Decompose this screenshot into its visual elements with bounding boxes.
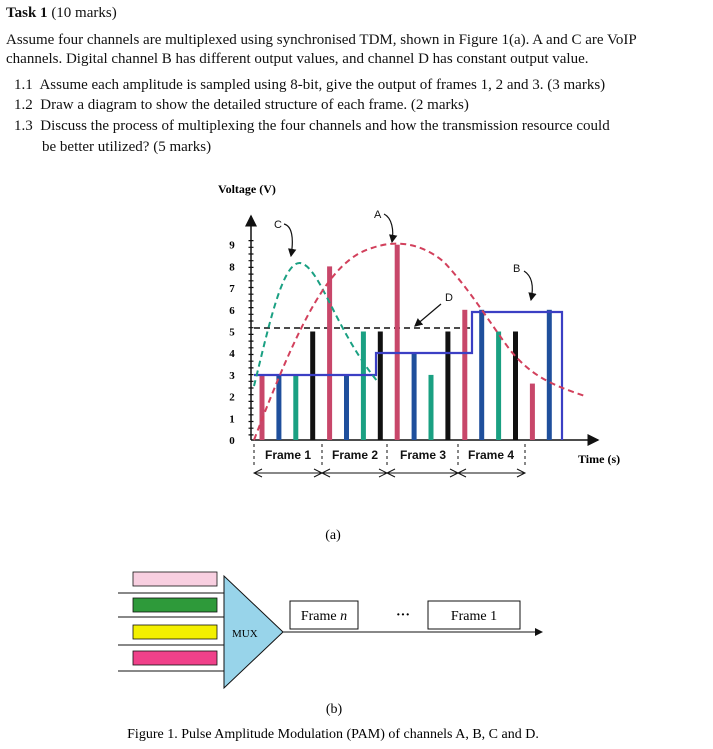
input-channel-3 (133, 625, 217, 639)
question-text: Discuss the process of multiplexing the four channels and how the transmission resource could (40, 118, 610, 134)
bar-channel-a-sample-4 (462, 310, 467, 440)
channel-a-curve (254, 244, 585, 440)
y-tick-label: 6 (229, 304, 235, 317)
y-tick-label: 3 (229, 369, 235, 382)
annotation-label-c: C (274, 219, 282, 231)
intro-line-2: channels. Digital channel B has different output values, and channel D has constant output value. (6, 51, 589, 67)
y-tick-label: 8 (229, 261, 235, 274)
frame-4-label: Frame 4 (467, 448, 515, 462)
input-channel-4 (133, 651, 217, 665)
bar-channel-c-sample-1 (293, 375, 298, 440)
x-axis-label: Time (s) (578, 452, 621, 466)
figure-a-caption: (a) (325, 528, 341, 543)
bar-channel-c-sample-3 (429, 375, 434, 440)
bar-channel-d-sample-3 (445, 332, 450, 441)
bar-channel-b-sample-5 (547, 310, 552, 440)
question-text: Draw a diagram to show the detailed structure of each frame. (2 marks) (40, 97, 469, 113)
bar-channel-a-sample-1 (260, 375, 265, 440)
bar-channel-c-sample-2 (361, 332, 366, 441)
question-number: 1.1 (14, 77, 33, 93)
annotation-arrow-a (384, 214, 393, 242)
annotation-label-b: B (513, 263, 521, 275)
question-number: 1.3 (14, 118, 33, 134)
frame-n-label: Frame n (300, 609, 348, 624)
intro-line-1: Assume four channels are multiplexed using synchronised TDM, shown in Figure 1(a). A and C are VoIP (6, 32, 637, 48)
y-tick-label: 9 (229, 239, 235, 252)
y-tick-label: 1 (229, 413, 235, 426)
question-text: Assume each amplitude is sampled using 8-bit, give the output of frames 1, 2 and 3. (3 marks) (39, 77, 606, 93)
frame-3-label: Frame 3 (399, 448, 447, 462)
annotation-arrow-b (524, 271, 532, 300)
mux-label: MUX (232, 628, 258, 640)
bar-channel-d-sample-4 (513, 332, 518, 441)
frames-ellipsis: ··· (395, 608, 411, 623)
frame-2-label: Frame 2 (331, 448, 379, 462)
y-tick-label: 5 (229, 326, 235, 339)
frame-1-box-label: Frame 1 (450, 609, 498, 624)
y-tick-label: 2 (229, 391, 235, 404)
annotation-label-d: D (445, 292, 453, 304)
question-1-3-cont: be better utilized? (5 marks) (42, 139, 212, 155)
task-marks: (10 marks) (51, 5, 117, 21)
figure-b-caption: (b) (325, 702, 343, 717)
annotation-arrow-d (415, 304, 441, 326)
channel-c-curve (254, 263, 378, 386)
y-axis-label: Voltage (V) (218, 182, 276, 196)
task-title: Task 1 (6, 5, 48, 21)
bar-channel-b-sample-1 (276, 375, 281, 440)
bar-channel-b-sample-3 (412, 353, 417, 440)
bar-channel-a-sample-2 (327, 266, 332, 440)
bar-channel-d-sample-1 (310, 332, 315, 441)
y-tick-label: 7 (229, 283, 235, 296)
frame-1-label: Frame 1 (264, 448, 312, 462)
bar-channel-d-sample-2 (378, 332, 383, 441)
frame-span-arrows (254, 469, 525, 477)
input-channel-1 (133, 572, 217, 586)
bar-channel-b-sample-4 (479, 310, 484, 440)
y-tick-label: 0 (229, 435, 235, 447)
question-number: 1.2 (14, 97, 33, 113)
bar-channel-c-sample-4 (496, 332, 501, 441)
annotation-arrow-c (284, 224, 292, 256)
annotation-label-a: A (374, 209, 382, 221)
y-tick-label: 4 (229, 348, 235, 361)
input-channel-2 (133, 598, 217, 612)
bar-channel-a-sample-5 (530, 384, 535, 440)
bar-channel-a-sample-3 (395, 245, 400, 440)
figure-caption: Figure 1. Pulse Amplitude Modulation (PAM) of channels A, B, C and D. (127, 727, 539, 742)
bar-channel-b-sample-2 (344, 375, 349, 440)
